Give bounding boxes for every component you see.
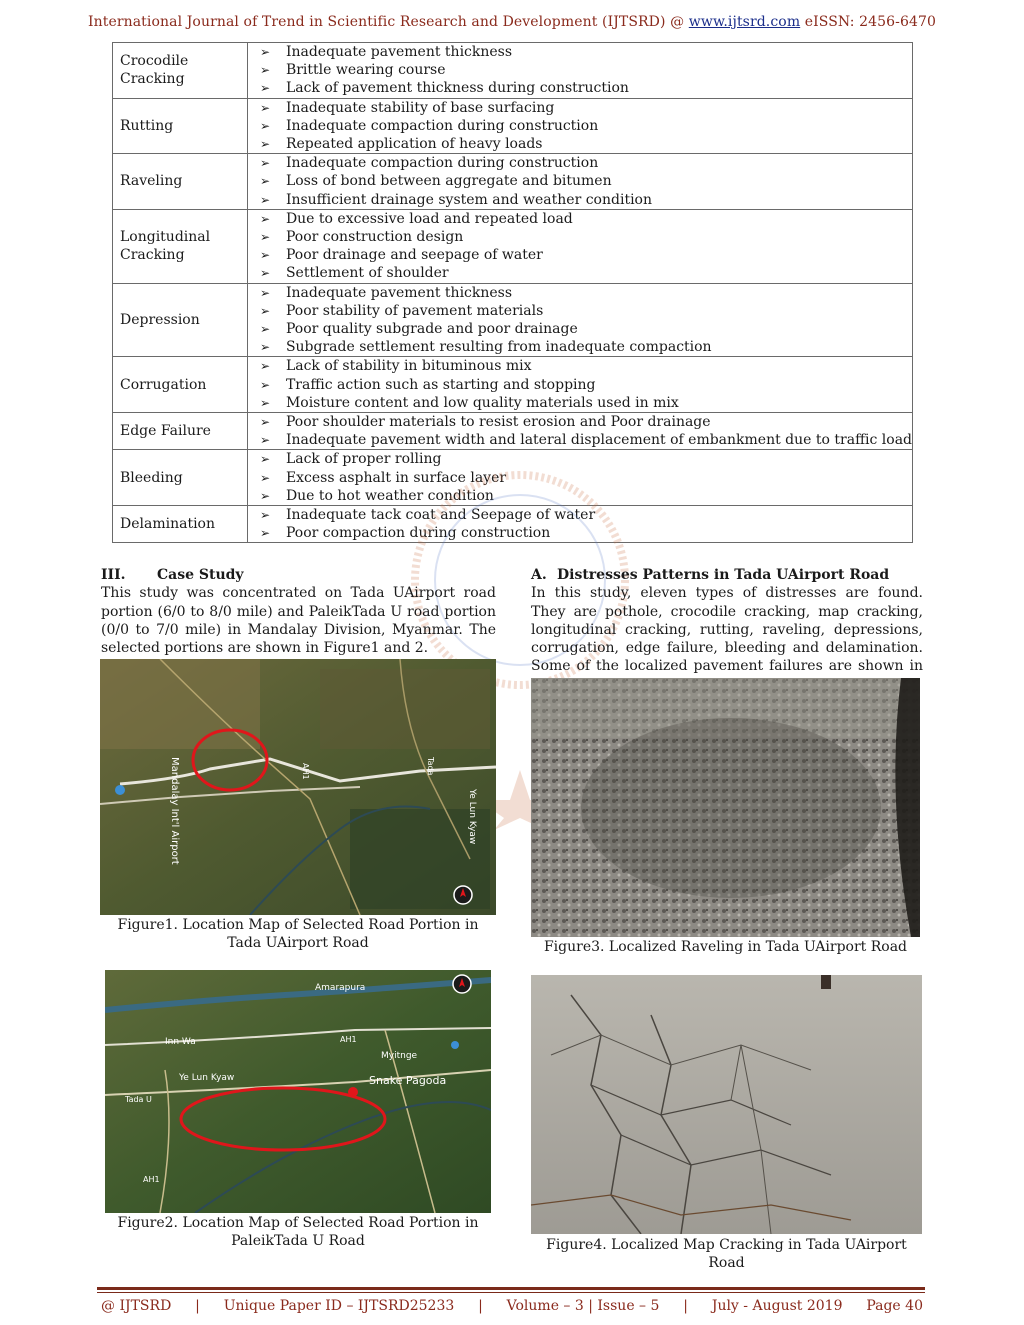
running-header (0, 14, 1024, 30)
subsection-letter: A. (531, 567, 547, 583)
list-item (260, 264, 912, 282)
list-item (260, 246, 912, 264)
causes-list (260, 357, 912, 412)
cause-text: Brittle wearing course (285, 62, 446, 79)
footer-page-number: Page 40 (866, 1298, 923, 1314)
case-study-section (101, 566, 496, 657)
list-item (260, 413, 912, 431)
list-item (260, 210, 912, 228)
causes-list (260, 210, 912, 283)
list-item (260, 117, 912, 135)
list-item (260, 228, 912, 246)
fig2-amarapura-label: Amarapura (315, 983, 366, 993)
cause-text: Poor construction design (285, 229, 464, 246)
list-item (260, 191, 912, 209)
distress-type-cell: Bleeding (113, 450, 248, 506)
figure2-caption: Figure2. Location Map of Selected Road Portion in PaleikTada U Road (117, 1215, 479, 1250)
footer-volume: Volume – 3 | Issue – 5 (506, 1298, 660, 1314)
arrow-bullet-icon: ➢ (259, 359, 270, 374)
causes-list (260, 43, 912, 98)
table-row (113, 154, 913, 210)
arrow-bullet-icon: ➢ (259, 248, 270, 263)
section-title: Case Study (157, 567, 244, 583)
distress-type-cell: Edge Failure (113, 413, 248, 450)
distress-causes-cell (247, 98, 912, 154)
arrow-bullet-icon: ➢ (259, 100, 270, 115)
list-item (260, 302, 912, 320)
journal-name: International Journal of Trend in Scientific Research and Development (IJTSRD) @ (87, 14, 685, 30)
fig2-myitnge-label: Myitnge (381, 1051, 418, 1061)
list-item (260, 320, 912, 338)
cause-text: Poor drainage and seepage of water (285, 247, 543, 264)
cause-text: Insufficient drainage system and weather condition (285, 191, 652, 208)
cause-text: Inadequate pavement thickness (285, 44, 513, 60)
footer-sep-1: | (195, 1298, 200, 1314)
arrow-bullet-icon: ➢ (259, 63, 270, 78)
footer-sep-3: | (683, 1298, 688, 1314)
arrow-bullet-icon: ➢ (259, 192, 270, 207)
cause-text: Poor quality subgrade and poor drainage (285, 321, 578, 338)
arrow-bullet-icon: ➢ (259, 137, 270, 152)
arrow-bullet-icon: ➢ (259, 81, 270, 96)
subsection-heading (531, 566, 923, 584)
case-study-paragraph: This study was concentrated on Tada UAirport road portion (6/0 to 8/0 mile) and PaleikTada U road portion (0/0 to 7/0 mile) in Mandalay Division, Myanmar. The selected portions are shown in Figure1 and 2. (101, 585, 496, 657)
list-item (260, 284, 912, 302)
arrow-bullet-icon: ➢ (259, 45, 270, 59)
table-row (113, 43, 913, 99)
journal-url-link[interactable]: www.ijtsrd.com (688, 14, 801, 30)
arrow-bullet-icon: ➢ (259, 488, 270, 503)
cause-text: Poor stability of pavement materials (285, 302, 544, 319)
fig1-tada-label: Tada (426, 757, 435, 776)
list-item (260, 43, 912, 61)
cause-text: Traffic action such as starting and stopping (285, 376, 596, 393)
list-item (260, 357, 912, 375)
table-row (113, 283, 913, 357)
arrow-bullet-icon: ➢ (259, 285, 270, 300)
cause-text: Repeated application of heavy loads (285, 136, 543, 153)
figure1-satellite-map (100, 659, 496, 915)
distress-patterns-paragraph: In this study, eleven types of distresses are found. They are pothole, crocodile cracking, map cracking, longitudinal cracking, rutting, raveling, depressions, corrugation, edge failure, bleeding and delamination. Some of the localized pavement failures are shown in (531, 585, 923, 675)
list-item (260, 79, 912, 97)
arrow-bullet-icon: ➢ (259, 433, 270, 448)
arrow-bullet-icon: ➢ (259, 156, 270, 171)
arrow-bullet-icon: ➢ (259, 377, 270, 392)
arrow-bullet-icon: ➢ (259, 230, 270, 245)
cause-text: Poor compaction during construction (285, 525, 551, 542)
fig1-airport-label: Mandalay Int'l Airport (169, 757, 180, 865)
figure4-map-cracking-photo (531, 975, 922, 1234)
page-footer (101, 1298, 923, 1314)
cause-text: Inadequate compaction during construction (285, 155, 599, 172)
fig2-ye-lun-kyaw-label: Ye Lun Kyaw (179, 1073, 235, 1083)
list-item (260, 61, 912, 79)
distress-causes-cell (247, 283, 912, 357)
distress-type-cell: Raveling (113, 154, 248, 210)
cause-text: Lack of proper rolling (285, 451, 442, 468)
arrow-bullet-icon: ➢ (259, 470, 270, 485)
list-item (260, 338, 912, 356)
table-row (113, 209, 913, 283)
cause-text: Due to excessive load and repeated load (285, 210, 573, 227)
arrow-bullet-icon: ➢ (259, 395, 270, 410)
list-item (260, 172, 912, 190)
causes-list (260, 284, 912, 357)
list-item (260, 394, 912, 412)
figure3-caption: Figure3. Localized Raveling in Tada UAirport Road (543, 939, 908, 955)
fig1-ye-lun-kyaw-label: Ye Lun Kyaw (467, 789, 477, 845)
arrow-bullet-icon: ➢ (259, 452, 270, 467)
cause-text: Inadequate pavement width and lateral displacement of embankment due to traffic load (285, 432, 912, 449)
cause-text: Excess asphalt in surface layer (285, 469, 507, 486)
causes-list (260, 413, 912, 449)
distress-causes-table (112, 42, 913, 543)
distress-type-cell: Rutting (113, 98, 248, 154)
fig2-snake-pagoda-label: Snake Pagoda (369, 1074, 447, 1087)
distress-causes-cell (247, 43, 912, 99)
arrow-bullet-icon: ➢ (259, 303, 270, 318)
fig2-inn-wa-label: Inn Wa (165, 1037, 196, 1047)
footer-rule (97, 1287, 925, 1290)
cause-text: Lack of stability in bituminous mix (285, 358, 532, 375)
arrow-bullet-icon: ➢ (259, 526, 270, 541)
list-item (260, 99, 912, 117)
fig1-ah1-label: AH1 (301, 763, 310, 780)
arrow-bullet-icon: ➢ (259, 211, 270, 226)
cause-text: Poor shoulder materials to resist erosion and Poor drainage (285, 414, 711, 431)
cause-text: Subgrade settlement resulting from inadequate compaction (285, 339, 712, 356)
table-row (113, 357, 913, 413)
figure3-raveling-photo (531, 678, 920, 937)
cause-text: Moisture content and low quality materials used in mix (285, 394, 679, 411)
list-item (260, 450, 912, 468)
figure2-satellite-map (105, 970, 491, 1213)
cause-text: Lack of pavement thickness during construction (285, 80, 629, 97)
cause-text: Loss of bond between aggregate and bitumen (285, 173, 612, 190)
distress-type-cell: Crocodile Cracking (113, 43, 248, 99)
cause-text: Inadequate pavement thickness (285, 284, 513, 301)
subsection-title: Distresses Patterns in Tada UAirport Road (557, 567, 890, 583)
list-item (260, 154, 912, 172)
causes-list (260, 154, 912, 209)
footer-sep-2: | (478, 1298, 483, 1314)
cause-text: Inadequate tack coat and Seepage of water (285, 507, 596, 524)
arrow-bullet-icon: ➢ (259, 340, 270, 355)
arrow-bullet-icon: ➢ (259, 174, 270, 189)
list-item (260, 431, 912, 449)
fig2-tada-u-label: Tada U (125, 1095, 152, 1104)
causes-list (260, 99, 912, 154)
cause-text: Inadequate compaction during construction (285, 117, 599, 134)
arrow-bullet-icon: ➢ (259, 415, 270, 430)
figure1-caption: Figure1. Location Map of Selected Road Portion in Tada UAirport Road (117, 917, 479, 952)
cause-text: Due to hot weather condition (285, 487, 494, 504)
distress-type-cell: Delamination (113, 506, 248, 543)
distress-type-cell: Corrugation (113, 357, 248, 413)
table-row (113, 98, 913, 154)
cause-text: Settlement of shoulder (285, 265, 449, 282)
footer-rule-thin (97, 1292, 925, 1293)
fig2-ah1-label: AH1 (340, 1035, 357, 1044)
section-heading (101, 566, 496, 584)
footer-brand: @ IJTSRD (101, 1298, 172, 1314)
arrow-bullet-icon: ➢ (259, 508, 270, 523)
list-item (260, 376, 912, 394)
distress-causes-cell (247, 209, 912, 283)
arrow-bullet-icon: ➢ (259, 118, 270, 133)
cause-text: Inadequate stability of base surfacing (285, 99, 555, 116)
arrow-bullet-icon: ➢ (259, 266, 270, 281)
issn: eISSN: 2456-6470 (804, 14, 937, 30)
distress-causes-cell (247, 154, 912, 210)
distress-causes-cell (247, 413, 912, 450)
distress-type-cell: Longitudinal Cracking (113, 209, 248, 283)
table-row (113, 413, 913, 450)
arrow-bullet-icon: ➢ (259, 322, 270, 337)
footer-date: July - August 2019 (711, 1298, 843, 1314)
distress-type-cell: Depression (113, 283, 248, 357)
distress-patterns-section (531, 566, 923, 694)
figure4-caption: Figure4. Localized Map Cracking in Tada UAirport Road (546, 1237, 907, 1272)
list-item (260, 135, 912, 153)
distress-causes-cell (247, 357, 912, 413)
fig2-ah1-lower-label: AH1 (143, 1175, 160, 1184)
footer-paper-id: Unique Paper ID – IJTSRD25233 (223, 1298, 455, 1314)
section-number: III. (101, 567, 126, 583)
